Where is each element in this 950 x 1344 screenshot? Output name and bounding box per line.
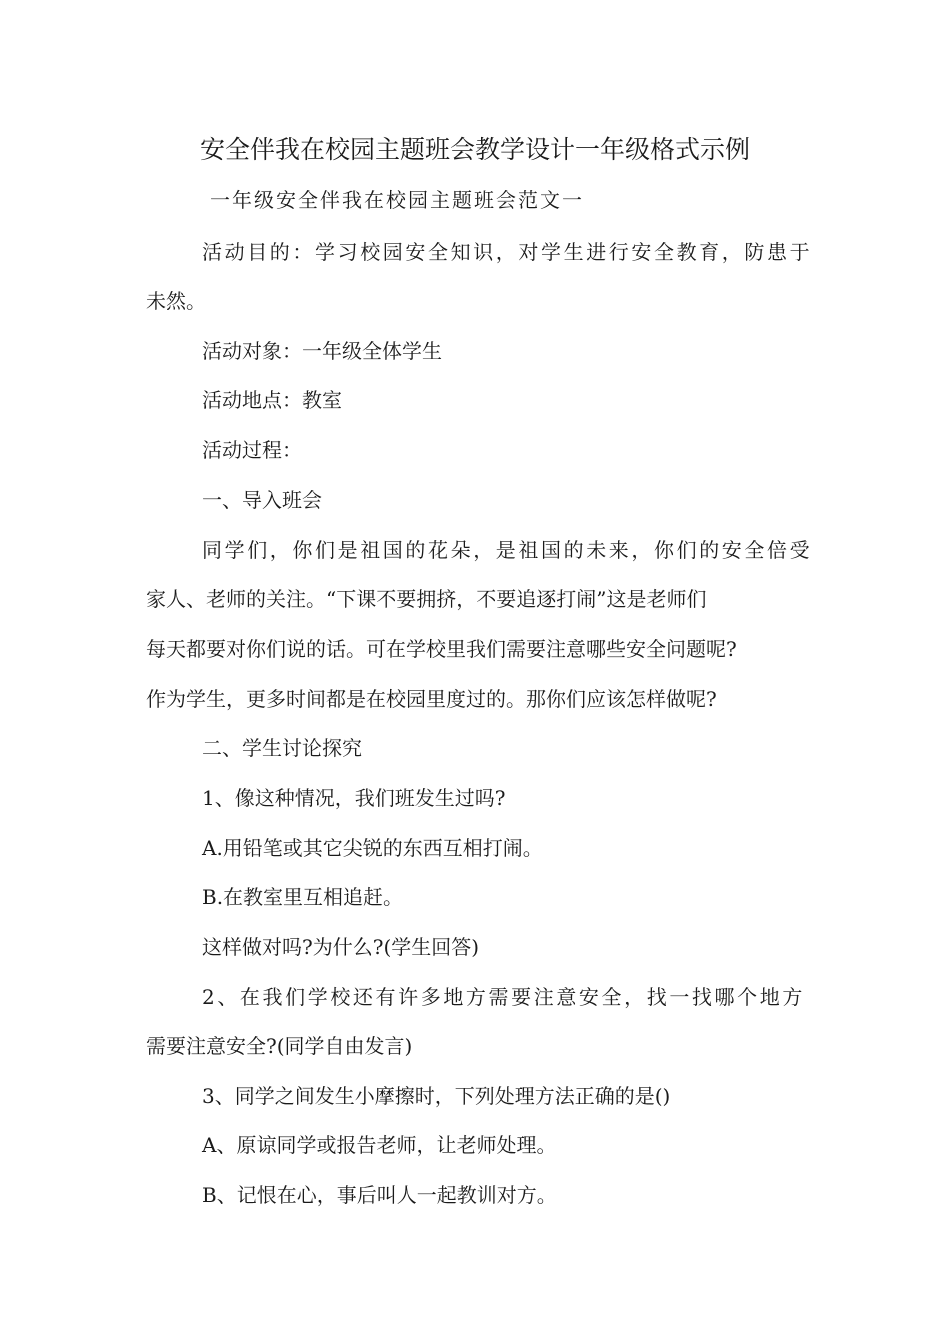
paragraph-line: 1、像这种情况，我们班发生过吗? [202, 786, 506, 810]
paragraph-line: 每天都要对你们说的话。可在学校里我们需要注意哪些安全问题呢? [146, 637, 737, 661]
paragraph-line: 需要注意安全?(同学自由发言) [146, 1034, 413, 1058]
document-subtitle: 一年级安全伴我在校园主题班会范文一 [210, 188, 584, 212]
paragraph-line: 2、在我们学校还有许多地方需要注意安全，找一找哪个地方 [202, 985, 805, 1009]
paragraph-line: 未然。 [146, 289, 206, 313]
paragraph-line: 活动目的：学习校园安全知识，对学生进行安全教育，防患于 [202, 240, 813, 264]
paragraph-line: B.在教室里互相追赶。 [202, 885, 404, 909]
document-title: 安全伴我在校园主题班会教学设计一年级格式示例 [199, 135, 750, 164]
paragraph-line: B、记恨在心，事后叫人一起教训对方。 [202, 1183, 557, 1207]
paragraph-line: 活动地点：教室 [202, 388, 342, 412]
paragraph-line: 家人、老师的关注。“下课不要拥挤，不要追逐打闹”这是老师们 [146, 587, 707, 611]
paragraph-line: A、原谅同学或报告老师，让老师处理。 [202, 1133, 557, 1157]
paragraph-line: 作为学生，更多时间都是在校园里度过的。那你们应该怎样做呢? [146, 687, 717, 711]
paragraph-line: 活动对象：一年级全体学生 [202, 339, 442, 363]
section-heading: 一、导入班会 [202, 488, 322, 512]
paragraph-line: 这样做对吗?为什么?(学生回答) [202, 935, 480, 959]
paragraph-line: 3、同学之间发生小摩擦时，下列处理方法正确的是() [202, 1084, 671, 1108]
paragraph-line: A.用铅笔或其它尖锐的东西互相打闹。 [202, 836, 543, 860]
paragraph-line: 同学们，你们是祖国的花朵，是祖国的未来，你们的安全倍受 [202, 538, 813, 562]
paragraph-line: 活动过程： [202, 438, 302, 462]
section-heading: 二、学生讨论探究 [202, 736, 362, 760]
